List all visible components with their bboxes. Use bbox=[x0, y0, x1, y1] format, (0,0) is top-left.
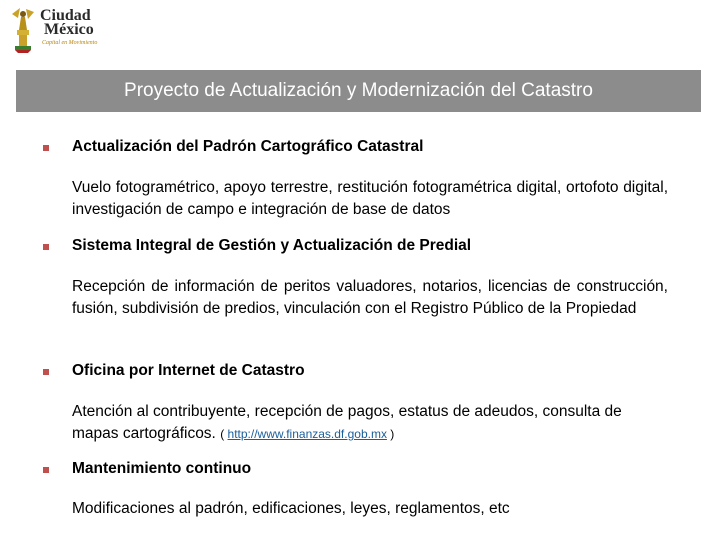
bullet-square-icon bbox=[43, 369, 49, 375]
section-description: Vuelo fotogramétrico, apoyo terrestre, restitución fotogramétrica digital, ortofoto digital, investigación de campo e integración de base de datos bbox=[72, 179, 668, 218]
logo-tagline: Capital en Movimiento bbox=[42, 40, 98, 46]
angel-emblem-icon bbox=[6, 4, 40, 54]
bullet-square-icon bbox=[43, 145, 49, 151]
section-description: Atención al contribuyente, recepción de pagos, estatus de adeudos, consulta de mapas cartográficos. bbox=[72, 403, 622, 442]
section-heading: Mantenimiento continuo bbox=[72, 460, 252, 477]
section-description: Recepción de información de peritos valuadores, notarios, licencias de construcción, fusión, subdivisión de predios, vinculación con el Registro Público de la Propiedad bbox=[72, 278, 668, 317]
bullet-square-icon bbox=[43, 244, 49, 250]
logo-line-1: Ciudad bbox=[40, 7, 91, 24]
bullet-square-icon bbox=[43, 467, 49, 473]
section-heading: Oficina por Internet de Catastro bbox=[72, 362, 305, 379]
link-close-paren: ) bbox=[386, 427, 395, 441]
page-title: Proyecto de Actualización y Modernización del Catastro bbox=[16, 70, 701, 112]
section-heading: Actualización del Padrón Cartográfico Catastral bbox=[72, 138, 424, 155]
ciudad-mexico-logo bbox=[6, 4, 102, 54]
logo-line-2: México bbox=[44, 21, 94, 38]
logo-wordmark bbox=[40, 9, 94, 37]
finanzas-link[interactable]: http://www.finanzas.df.gob.mx bbox=[227, 427, 387, 441]
section-description: Modificaciones al padrón, edificaciones, leyes, reglamentos, etc bbox=[72, 500, 510, 517]
section-description-block bbox=[72, 401, 668, 445]
section-heading: Sistema Integral de Gestión y Actualización de Predial bbox=[72, 237, 472, 254]
link-open-paren: ( bbox=[220, 427, 228, 441]
